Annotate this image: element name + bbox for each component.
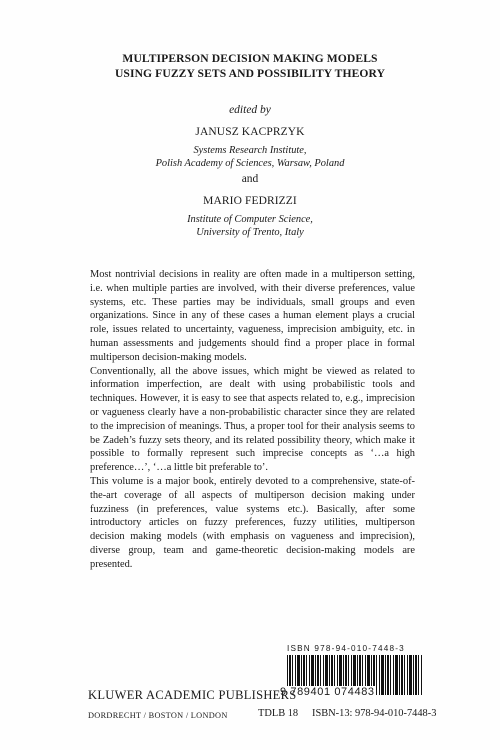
editor-1-affiliation-line-2: Polish Academy of Sciences, Warsaw, Poland [155, 158, 345, 169]
book-title [0, 51, 500, 81]
editor-2-affiliation [0, 213, 500, 239]
editor-2-affiliation-line-2: University of Trento, Italy [196, 227, 304, 238]
edited-by-label: edited by [229, 104, 271, 116]
editor-1-affiliation [0, 144, 500, 170]
description-paragraph-1: Most nontrivial decisions in reality are often made in a multiperson setting, i.e. when multiple parties are involved, with their diverse preferences, value systems, etc. These parties may be individuals, small groups and even organizations. Since in any of these cases a human element plays a crucial role, issues related to uncertainty, vagueness, imprecision ambiguity, etc. in human assessments and judgements should find a proper place in formal multiperson decision-making models. [90, 269, 415, 363]
description-paragraph-2: Conventionally, all the above issues, which might be viewed as related to information imperfection, are dealt with using probabilistic tools and techniques. However, it is easy to see that aspects related to, e.g., imprecision or vagueness clearly have a non-probabilistic character since they are related to the imprecision of meanings. Thus, a proper tool for their analysis seems to be Zadeh’s fuzzy sets theory, and its related possibility theory, which make it possible to formally represent such imprecise concepts as ‘…a high preference…’, ‘…a little bit preferable to’. [90, 365, 415, 474]
editor-2-name: MARIO FEDRIZZI [203, 195, 297, 207]
tdlb-code: TDLB 18 [258, 708, 299, 719]
barcode-number: 9 789401 074483 [280, 686, 375, 698]
description-text [90, 268, 415, 572]
editor-2-affiliation-line-1: Institute of Computer Science, [187, 214, 313, 225]
description-paragraph-3: This volume is a major book, entirely devoted to a comprehensive, state-of-the-art coverage of all aspects of multiperson decision making under fuzziness (in preferences, value systems etc.). Basically, after some introductory articles on fuzzy preferences, fuzzy utilities, multiperson decision making models (with emphasis on vagueness and imprecision), diverse group, team and game-theoretic decision-making models are presented. [90, 475, 415, 570]
publisher-cities: DORDRECHT / BOSTON / LONDON [88, 711, 228, 720]
title-line-2: USING FUZZY SETS AND POSSIBILITY THEORY [114, 67, 386, 80]
editor-1-name: JANUSZ KACPRZYK [195, 126, 305, 138]
title-line-1: MULTIPERSON DECISION MAKING MODELS [122, 52, 378, 65]
isbn-13: ISBN-13: 978-94-010-7448-3 [312, 708, 437, 719]
isbn-label: ISBN 978-94-010-7448-3 [287, 644, 405, 653]
editor-1-affiliation-line-1: Systems Research Institute, [193, 145, 307, 156]
barcode-digits [279, 686, 429, 698]
publisher-name: KLUWER ACADEMIC PUBLISHERS [88, 688, 297, 702]
and-label: and [241, 173, 259, 185]
